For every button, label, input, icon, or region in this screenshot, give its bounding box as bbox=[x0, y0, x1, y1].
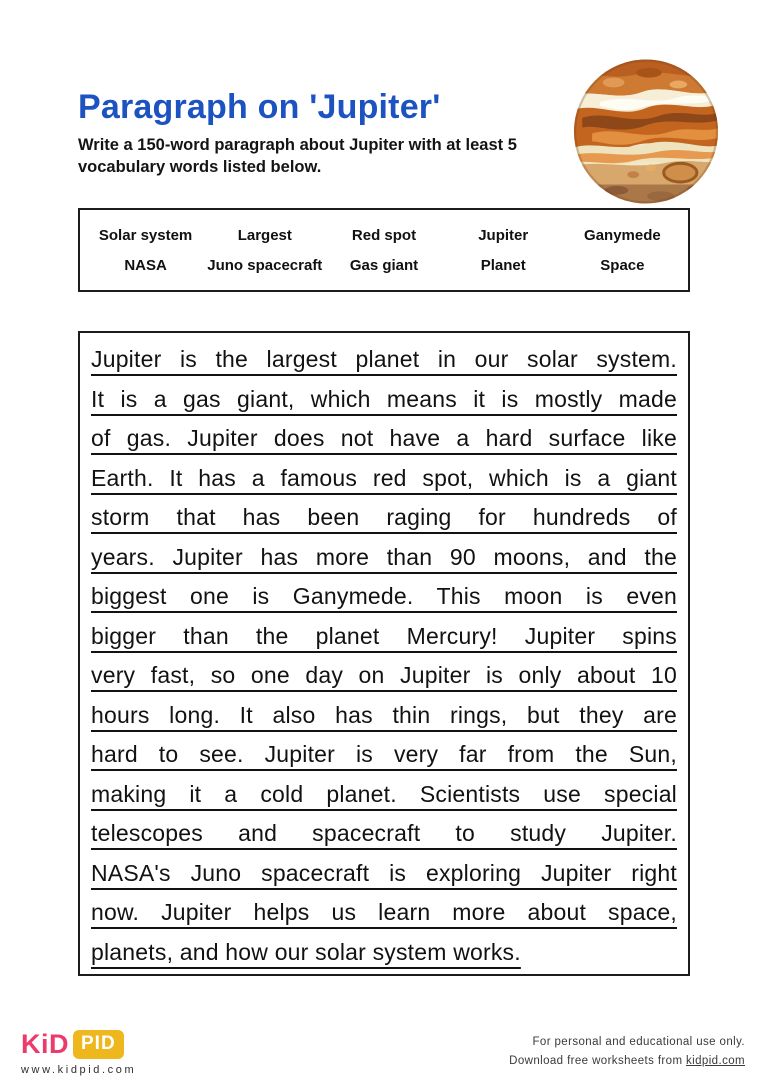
paragraph-line: very fast, so one day on Jupiter is only about 10 bbox=[91, 662, 677, 688]
paragraph-line: now. Jupiter helps us learn more about space, bbox=[91, 899, 677, 925]
paragraph-line: bigger than the planet Mercury! Jupiter spins bbox=[91, 622, 677, 649]
logo-kid-text: KiD bbox=[21, 1029, 69, 1059]
paragraph-line: making it a cold planet. Scientists use special bbox=[91, 780, 677, 807]
vocab-word: Largest bbox=[237, 226, 292, 244]
paragraph-line: Jupiter is the largest planet in our solar system. bbox=[91, 346, 677, 372]
paragraph-line: of gas. Jupiter does not have a hard surface like bbox=[91, 425, 677, 451]
usage-note: For personal and educational use only. bbox=[532, 1036, 745, 1048]
jupiter-illustration bbox=[571, 59, 721, 206]
vocab-word: Juno spacecraft bbox=[207, 256, 323, 274]
paragraph-line: biggest one is Ganymede. This moon is even bbox=[91, 583, 677, 609]
paragraph-line: hours long. It also has thin rings, but they are bbox=[91, 701, 677, 728]
footer-note bbox=[509, 1033, 745, 1071]
paragraph-line: It is a gas giant, which means it is mostly made bbox=[91, 385, 677, 412]
vocab-word: Space bbox=[600, 256, 645, 274]
paragraph-line: telescopes and spacecraft to study Jupiter. bbox=[91, 820, 677, 846]
logo-pid-badge: PID bbox=[73, 1030, 124, 1059]
kidpid-link[interactable]: kidpid.com bbox=[686, 1055, 745, 1067]
paragraph-line: NASA's Juno spacecraft is exploring Jupiter right bbox=[91, 859, 677, 886]
paragraph-line: hard to see. Jupiter is very far from the Sun, bbox=[91, 741, 677, 767]
vocab-word: NASA bbox=[124, 256, 167, 274]
vocab-word: Jupiter bbox=[478, 226, 529, 244]
vocab-word: Planet bbox=[480, 256, 526, 274]
logo-website-url: www.kidpid.com bbox=[21, 1064, 137, 1076]
download-note: Download free worksheets from kidpid.com bbox=[509, 1055, 745, 1067]
vocab-word: Red spot bbox=[351, 226, 417, 244]
paragraph-line: planets, and how our solar system works. bbox=[91, 938, 521, 965]
kidpid-logo[interactable] bbox=[21, 1029, 136, 1076]
paragraph-line: years. Jupiter has more than 90 moons, and the bbox=[91, 543, 677, 570]
page-title: Paragraph on 'Jupiter' bbox=[78, 88, 441, 126]
vocab-word: Ganymede bbox=[584, 226, 661, 244]
vocab-word: Solar system bbox=[98, 226, 193, 244]
paragraph-line: Earth. It has a famous red spot, which is a giant bbox=[91, 464, 677, 491]
page-instructions: Write a 150-word paragraph about Jupiter with at least 5 vocabulary words listed below. bbox=[78, 136, 517, 176]
vocabulary-box bbox=[78, 208, 690, 292]
paragraph-line: storm that has been raging for hundreds of bbox=[91, 504, 677, 530]
vocab-word: Gas giant bbox=[349, 256, 419, 274]
paragraph-box bbox=[78, 331, 690, 976]
